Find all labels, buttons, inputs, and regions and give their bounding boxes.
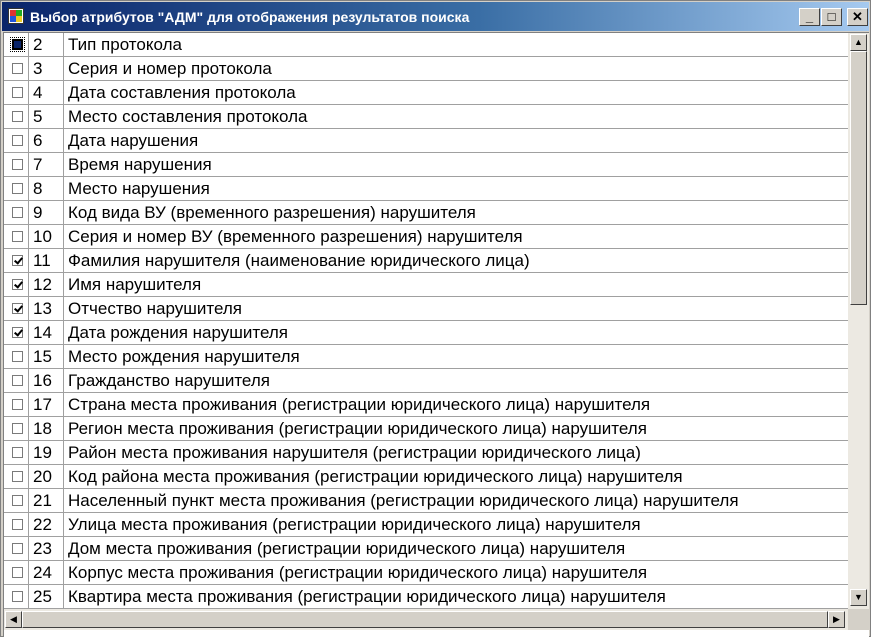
- list-row[interactable]: [4, 81, 848, 105]
- list-row[interactable]: [4, 393, 848, 417]
- row-checkbox[interactable]: [12, 207, 23, 218]
- attribute-checklist[interactable]: [3, 32, 869, 637]
- row-number: 18: [29, 417, 64, 441]
- row-number: 12: [29, 273, 64, 297]
- checkbox-cell: [4, 273, 29, 297]
- list-row[interactable]: [4, 441, 848, 465]
- maximize-icon: □: [827, 9, 836, 24]
- list-row[interactable]: [4, 345, 848, 369]
- scroll-left-button[interactable]: [5, 611, 22, 628]
- row-number: 11: [29, 249, 64, 273]
- row-attribute-name: Дата нарушения: [64, 129, 848, 153]
- list-row[interactable]: [4, 57, 848, 81]
- list-row[interactable]: [4, 489, 848, 513]
- row-checkbox[interactable]: [12, 183, 23, 194]
- row-checkbox[interactable]: [12, 375, 23, 386]
- checkbox-cell: [4, 129, 29, 153]
- row-attribute-name: Серия и номер ВУ (временного разрешения) нарушителя: [64, 225, 848, 249]
- list-row[interactable]: [4, 417, 848, 441]
- checkbox-cell: [4, 393, 29, 417]
- maximize-button[interactable]: [821, 8, 842, 26]
- row-attribute-name: Регион места проживания (регистрации юридического лица) нарушителя: [64, 417, 848, 441]
- checkbox-cell: [4, 465, 29, 489]
- list-row[interactable]: [4, 297, 848, 321]
- row-attribute-name: Отчество нарушителя: [64, 297, 848, 321]
- list-row[interactable]: [4, 225, 848, 249]
- row-checkbox[interactable]: [12, 255, 23, 266]
- row-attribute-name: Код вида ВУ (временного разрешения) нарушителя: [64, 201, 848, 225]
- row-checkbox[interactable]: [12, 135, 23, 146]
- row-number: 21: [29, 489, 64, 513]
- row-number: 24: [29, 561, 64, 585]
- row-attribute-name: Страна места проживания (регистрации юридического лица) нарушителя: [64, 393, 848, 417]
- minimize-icon: _: [805, 9, 814, 24]
- checkbox-cell: [4, 561, 29, 585]
- row-checkbox[interactable]: [12, 399, 23, 410]
- scrollbar-corner: [848, 609, 869, 630]
- list-row[interactable]: [4, 561, 848, 585]
- horizontal-scrollbar[interactable]: [4, 609, 848, 630]
- list-row[interactable]: [4, 585, 848, 609]
- row-checkbox[interactable]: [12, 423, 23, 434]
- row-number: 20: [29, 465, 64, 489]
- row-number: 17: [29, 393, 64, 417]
- app-window-icon[interactable]: [8, 8, 24, 24]
- list-row[interactable]: [4, 33, 848, 57]
- checkbox-cell: [4, 585, 29, 609]
- list-row[interactable]: [4, 369, 848, 393]
- row-checkbox[interactable]: [12, 39, 23, 50]
- row-attribute-name: Улица места проживания (регистрации юридического лица) нарушителя: [64, 513, 848, 537]
- arrow-right-icon: ▶: [833, 614, 840, 624]
- row-checkbox[interactable]: [12, 543, 23, 554]
- row-attribute-name: Дом места проживания (регистрации юридического лица) нарушителя: [64, 537, 848, 561]
- row-checkbox[interactable]: [12, 519, 23, 530]
- list-row[interactable]: [4, 321, 848, 345]
- list-row[interactable]: [4, 129, 848, 153]
- row-number: 14: [29, 321, 64, 345]
- arrow-left-icon: ◀: [10, 614, 17, 624]
- row-attribute-name: Код района места проживания (регистрации юридического лица) нарушителя: [64, 465, 848, 489]
- row-checkbox[interactable]: [12, 303, 23, 314]
- row-attribute-name: Время нарушения: [64, 153, 848, 177]
- list-row[interactable]: [4, 153, 848, 177]
- row-number: 13: [29, 297, 64, 321]
- vertical-scroll-thumb[interactable]: [850, 51, 867, 305]
- row-attribute-name: Квартира места проживания (регистрации юридического лица) нарушителя: [64, 585, 848, 609]
- list-row[interactable]: [4, 273, 848, 297]
- checkbox-cell: [4, 249, 29, 273]
- list-row[interactable]: [4, 249, 848, 273]
- checkbox-cell: [4, 153, 29, 177]
- row-checkbox[interactable]: [12, 567, 23, 578]
- checkbox-cell: [4, 513, 29, 537]
- minimize-button[interactable]: [799, 8, 820, 26]
- row-checkbox[interactable]: [12, 471, 23, 482]
- row-checkbox[interactable]: [12, 351, 23, 362]
- row-number: 8: [29, 177, 64, 201]
- arrow-down-icon: ▼: [854, 592, 863, 602]
- vertical-scrollbar[interactable]: [848, 33, 869, 609]
- window-title: Выбор атрибутов "АДМ" для отображения результатов поиска: [30, 9, 470, 25]
- checkbox-cell: [4, 81, 29, 105]
- list-row[interactable]: [4, 201, 848, 225]
- row-checkbox[interactable]: [12, 87, 23, 98]
- row-number: 16: [29, 369, 64, 393]
- checkbox-cell: [4, 33, 29, 57]
- row-attribute-name: Серия и номер протокола: [64, 57, 848, 81]
- row-number: 9: [29, 201, 64, 225]
- row-attribute-name: Тип протокола: [64, 33, 848, 57]
- row-number: 7: [29, 153, 64, 177]
- row-attribute-name: Район места проживания нарушителя (регистрации юридического лица): [64, 441, 848, 465]
- attribute-rows: [4, 33, 848, 609]
- list-row[interactable]: [4, 177, 848, 201]
- row-attribute-name: Место составления протокола: [64, 105, 848, 129]
- row-attribute-name: Населенный пункт места проживания (регистрации юридического лица) нарушителя: [64, 489, 848, 513]
- title-bar[interactable]: [2, 2, 869, 31]
- checkbox-cell: [4, 369, 29, 393]
- row-attribute-name: Фамилия нарушителя (наименование юридического лица): [64, 249, 848, 273]
- checkbox-cell: [4, 57, 29, 81]
- row-checkbox[interactable]: [12, 63, 23, 74]
- row-attribute-name: Место рождения нарушителя: [64, 345, 848, 369]
- row-attribute-name: Имя нарушителя: [64, 273, 848, 297]
- row-number: 2: [29, 33, 64, 57]
- checkbox-cell: [4, 201, 29, 225]
- row-attribute-name: Корпус места проживания (регистрации юридического лица) нарушителя: [64, 561, 848, 585]
- checkbox-cell: [4, 417, 29, 441]
- arrow-up-icon: ▲: [854, 37, 863, 47]
- row-number: 4: [29, 81, 64, 105]
- row-number: 15: [29, 345, 64, 369]
- horizontal-scroll-thumb[interactable]: [22, 611, 828, 628]
- checkbox-cell: [4, 321, 29, 345]
- row-checkbox[interactable]: [12, 495, 23, 506]
- checkbox-cell: [4, 537, 29, 561]
- row-checkbox[interactable]: [12, 111, 23, 122]
- close-button[interactable]: [847, 8, 868, 26]
- checkbox-cell: [4, 105, 29, 129]
- row-number: 22: [29, 513, 64, 537]
- row-number: 23: [29, 537, 64, 561]
- checkbox-cell: [4, 297, 29, 321]
- list-row[interactable]: [4, 537, 848, 561]
- row-attribute-name: Дата составления протокола: [64, 81, 848, 105]
- list-row[interactable]: [4, 465, 848, 489]
- row-number: 19: [29, 441, 64, 465]
- scroll-right-button[interactable]: [828, 611, 845, 628]
- close-icon: ✕: [852, 9, 863, 24]
- row-attribute-name: Гражданство нарушителя: [64, 369, 848, 393]
- row-number: 3: [29, 57, 64, 81]
- row-checkbox[interactable]: [12, 447, 23, 458]
- row-checkbox[interactable]: [12, 279, 23, 290]
- row-attribute-name: Дата рождения нарушителя: [64, 321, 848, 345]
- row-checkbox[interactable]: [12, 327, 23, 338]
- checkbox-cell: [4, 177, 29, 201]
- row-checkbox[interactable]: [12, 159, 23, 170]
- list-row[interactable]: [4, 105, 848, 129]
- row-attribute-name: Место нарушения: [64, 177, 848, 201]
- list-row[interactable]: [4, 513, 848, 537]
- row-number: 6: [29, 129, 64, 153]
- checkbox-cell: [4, 345, 29, 369]
- checkbox-cell: [4, 225, 29, 249]
- row-number: 5: [29, 105, 64, 129]
- row-checkbox[interactable]: [12, 231, 23, 242]
- scroll-down-button[interactable]: [850, 589, 867, 606]
- checkbox-cell: [4, 489, 29, 513]
- row-number: 25: [29, 585, 64, 609]
- row-number: 10: [29, 225, 64, 249]
- row-checkbox[interactable]: [12, 591, 23, 602]
- scroll-up-button[interactable]: [850, 34, 867, 51]
- checkbox-cell: [4, 441, 29, 465]
